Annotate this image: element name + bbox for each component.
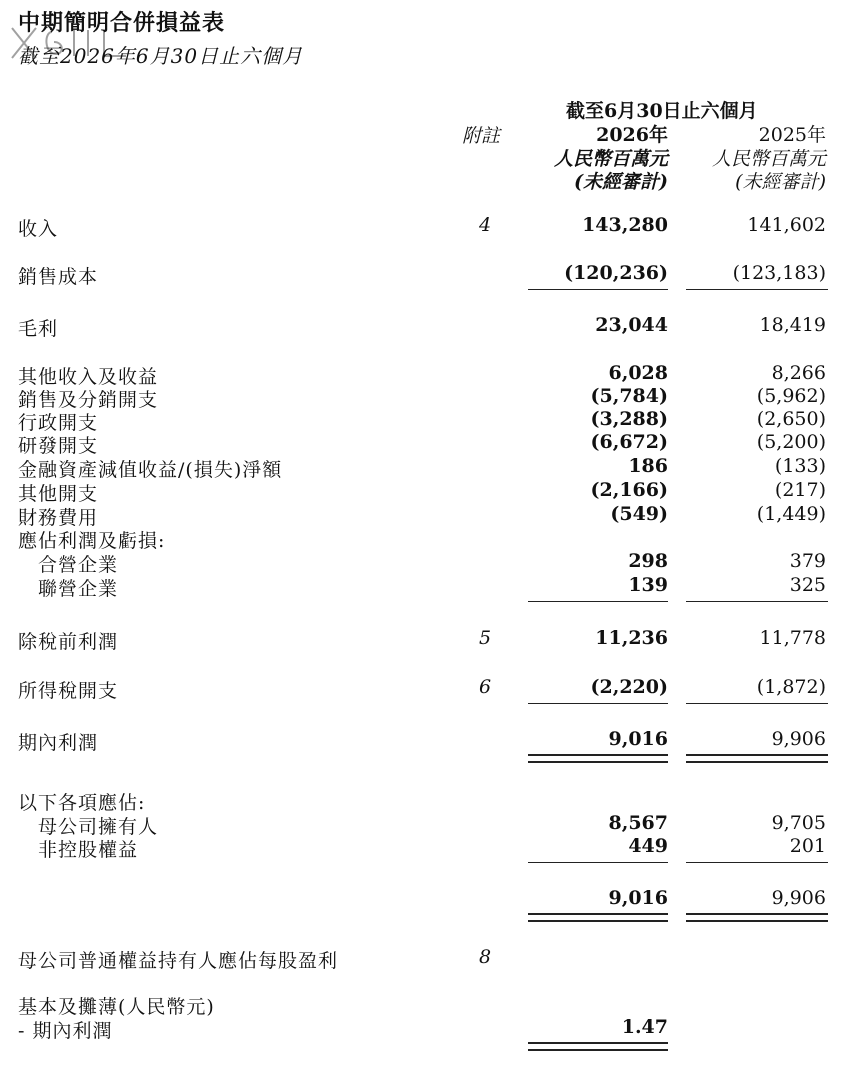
row-value-2025: 325 — [789, 574, 826, 596]
subtotal-rule — [686, 703, 828, 704]
row-label: 銷售及分銷開支 — [18, 389, 159, 411]
row-label: 行政開支 — [18, 412, 99, 434]
row-value-2025: 379 — [789, 550, 826, 572]
row-label: 研發開支 — [18, 435, 99, 457]
row-value-2025: (133) — [774, 455, 826, 477]
subtotal-rule — [528, 289, 668, 290]
row-note: 5 — [478, 627, 492, 649]
subtotal-rule — [528, 703, 668, 704]
row-label: 其他開支 — [18, 483, 99, 505]
row-value-2025: (5,962) — [756, 385, 826, 407]
row-label: 以下各項應佔: — [18, 792, 146, 814]
row-label: 收入 — [18, 218, 59, 240]
row-value-2025: (123,183) — [732, 262, 826, 284]
row-value-2025: 9,705 — [771, 812, 826, 834]
total-double-rule — [528, 754, 668, 763]
statement-subtitle: 截至2026年6月30日止六個月 — [18, 44, 304, 68]
row-value-2026: (120,236) — [564, 262, 668, 284]
row-value-2025: (217) — [774, 479, 826, 501]
row-label: 母公司普通權益持有人應佔每股盈利 — [18, 950, 339, 972]
col1-audit: (未經審計) — [574, 171, 668, 193]
row-note: 6 — [478, 676, 492, 698]
row-label: 母公司擁有人 — [38, 816, 159, 838]
col1-year: 2026年 — [596, 124, 668, 146]
statement-title: 中期簡明合併損益表 — [18, 10, 226, 36]
total-double-rule — [528, 1042, 668, 1051]
row-label: - 期內利潤 — [18, 1020, 113, 1042]
total-double-rule — [686, 913, 828, 922]
row-label: 毛利 — [18, 318, 59, 340]
col2-audit: (未經審計) — [735, 171, 826, 193]
row-label: 金融資產減值收益/(損失)淨額 — [18, 459, 283, 481]
row-note: 4 — [478, 214, 492, 236]
total-double-rule — [528, 913, 668, 922]
row-value-2026: 6,028 — [608, 362, 668, 384]
subtotal-rule — [528, 862, 668, 863]
row-value-2026: (3,288) — [590, 408, 668, 430]
col2-unit: 人民幣百萬元 — [711, 148, 826, 170]
row-value-2026: 449 — [628, 835, 668, 857]
subtotal-rule — [686, 289, 828, 290]
row-value-2026: 143,280 — [582, 214, 668, 236]
row-value-2026: (2,166) — [590, 479, 668, 501]
row-value-2026: 23,044 — [595, 314, 668, 336]
row-value-2025: 18,419 — [759, 314, 826, 336]
row-value-2026: 139 — [628, 574, 668, 596]
row-value-2026: 8,567 — [608, 812, 668, 834]
row-label: 應佔利潤及虧損: — [18, 530, 166, 552]
col2-year: 2025年 — [758, 124, 826, 146]
row-label: 基本及攤薄(人民幣元) — [18, 996, 215, 1018]
subtotal-rule — [528, 601, 668, 602]
row-label: 聯營企業 — [38, 578, 119, 600]
row-value-2025: 9,906 — [771, 887, 826, 909]
row-value-2026: 186 — [628, 455, 668, 477]
row-value-2026: 9,016 — [608, 887, 668, 909]
row-value-2026: 9,016 — [608, 728, 668, 750]
row-label: 財務費用 — [18, 507, 99, 529]
row-value-2025: 11,778 — [759, 627, 826, 649]
row-value-2025: (5,200) — [756, 431, 826, 453]
row-value-2025: (2,650) — [756, 408, 826, 430]
row-value-2025: 8,266 — [771, 362, 826, 384]
row-label: 除稅前利潤 — [18, 631, 119, 653]
row-value-2025: (1,449) — [756, 503, 826, 525]
row-value-2026: (549) — [610, 503, 668, 525]
row-label: 期內利潤 — [18, 732, 99, 754]
row-value-2026: (2,220) — [590, 676, 668, 698]
row-value-2025: 201 — [789, 835, 826, 857]
row-value-2025: 9,906 — [771, 728, 826, 750]
subtotal-rule — [686, 862, 828, 863]
row-value-2026: 298 — [628, 550, 668, 572]
row-label: 其他收入及收益 — [18, 366, 159, 388]
row-label: 非控股權益 — [38, 839, 139, 861]
row-value-2026: (6,672) — [590, 431, 668, 453]
row-note: 8 — [478, 946, 492, 968]
row-value-2026: 11,236 — [595, 627, 668, 649]
row-label: 所得稅開支 — [18, 680, 119, 702]
subtotal-rule — [686, 601, 828, 602]
row-label: 合營企業 — [38, 554, 119, 576]
row-value-2025: 141,602 — [747, 214, 826, 236]
row-label: 銷售成本 — [18, 266, 99, 288]
row-value-2026: 1.47 — [621, 1016, 668, 1038]
col1-unit: 人民幣百萬元 — [553, 148, 668, 170]
period-heading: 截至6月30日止六個月 — [566, 100, 758, 122]
note-heading: 附註 — [462, 125, 501, 147]
total-double-rule — [686, 754, 828, 763]
row-value-2025: (1,872) — [756, 676, 826, 698]
row-value-2026: (5,784) — [590, 385, 668, 407]
